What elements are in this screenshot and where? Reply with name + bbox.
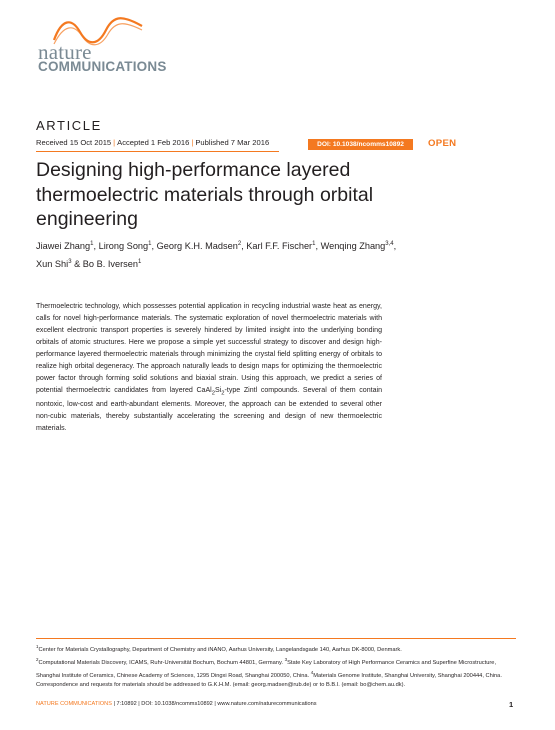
accepted-date: Accepted 1 Feb 2016 xyxy=(117,138,190,147)
affiliation-marker: 2 xyxy=(237,241,242,247)
abstract-text-part1: Thermoelectric technology, which possesses potential application in recycling industrial waste heat as energy, calls for novel high-performance materials. The systematic exploration of novel thermoelectric materials with excellent electronic transport properties is severely hindered by limited insight into the underlying bonding orbitals of atomic structures. Here we propose a simple yet successful strategy to discover and design high-performance layered thermoelectric materials through minimizing the crystal field splitting energy of orbitals to realize high orbital degeneracy. The approach naturally leads to design maps for optimizing the thermoelectric power factor through forming solid solutions and biaxial strain. Using this approach, we predict a series of potential thermoelectric candidates from layered xyxy=(36,303,382,394)
footnote-rule xyxy=(36,638,516,639)
published-date: Published 7 Mar 2016 xyxy=(195,138,270,147)
journal-logo xyxy=(36,12,176,72)
author-name: Xun Shi xyxy=(36,259,69,270)
affiliation-1: Center for Materials Crystallography, Department of Chemistry and iNANO, Aarhus University, Langelandsgade 140, Aarhus DK-8000, Denmark. xyxy=(38,646,402,653)
abstract-text-part2: -type Zintl compounds. Several of them contain nontoxic, low-cost and earth-abundant elements. Moreover, the approach can be extended to several other non-cubic materials, thereby substantially accelerating the screening and design of new thermoelectric materials. xyxy=(36,387,382,433)
author-name: Bo B. Iversen xyxy=(82,259,138,270)
article-title: Designing high-performance layered thermoelectric materials through orbital engineering xyxy=(36,159,374,230)
affiliation-marker: 1 xyxy=(312,241,316,247)
author-conjunction: & xyxy=(74,259,81,270)
page-footer xyxy=(36,701,317,707)
author-name: Jiawei Zhang xyxy=(36,241,91,252)
author-name: Wenqing Zhang xyxy=(320,241,386,252)
affiliation-marker: 3 xyxy=(68,259,72,266)
publication-dates: Received 15 Oct 2015 | Accepted 1 Feb 2016 | Published 7 Mar 2016 xyxy=(36,138,270,147)
author-list: Jiawei Zhang$^1$, Lirong Song$^1$, Georg K.H. Madsen$^2$, Karl F.F. Fischer$^1$, Wenqing Zhang$^{3,4}$, Xun Shi$^3$ & Bo B. Iversen$^1$ xyxy=(36,241,397,270)
affiliation-marker: 1 xyxy=(148,241,152,247)
author-name: Lirong Song xyxy=(98,241,149,252)
received-date: Received 15 Oct 2015 xyxy=(36,138,112,147)
affiliation-marker: 1 xyxy=(90,241,94,247)
affiliations-footnote: $^1$Center for Materials Crystallography, Department of Chemistry and iNANO, Aarhus University, Langelandsgade 140, Aarhus DK-8000, Denmark. $^2$Computational Materials Discovery, ICAMS, Ruhr-Universität Bochum, Bochum 44801, Germany. $^3$State Key Laboratory of High Performance Ceramics and Superfine Microstructure, Shanghai Institute of Ceramics, Chinese Academy of Sciences, 1295 Dingxi Road, Shanghai 200050, China. $^4$Materials Genome Institute, Shanghai University, Shanghai 200444, China. Correspondence and requests for materials should be addressed to G.K.H.M. (email: georg.madsen@rub.de) or to B.B.I. (email: bo@chem.au.dk). xyxy=(36,644,502,688)
author-name: Georg K.H. Madsen xyxy=(156,241,238,252)
doi-badge[interactable]: DOI: 10.1038/ncomms10892 xyxy=(308,139,413,150)
logo-word-communications: COMMUNICATIONS xyxy=(38,59,167,74)
meta-rule xyxy=(36,151,279,152)
affiliation-marker: 1 xyxy=(137,259,142,266)
page-number: 1 xyxy=(509,700,514,709)
abstract-paragraph xyxy=(36,301,382,435)
open-access-label: OPEN xyxy=(428,138,457,149)
footer-journal: NATURE COMMUNICATIONS xyxy=(36,701,112,707)
logo-word-nature: nature xyxy=(38,40,92,64)
affiliation-4-correspondence: Materials Genome Institute, Shanghai University, Shanghai 200444, China. Correspondence and requests for materials should be addressed to G.K.H.M. (email: georg.madsen@rub.de) or to B.B.I. (email: bo@chem.au.dk). xyxy=(36,672,502,688)
affiliation-marker: 3,4 xyxy=(385,241,394,247)
footer-citation: | 7:10892 | DOI: 10.1038/ncomms10892 | www.nature.com/naturecommunications xyxy=(111,701,317,707)
abstract xyxy=(36,301,382,435)
author-name: Karl F.F. Fischer xyxy=(246,241,313,252)
section-label: ARTICLE xyxy=(36,118,102,133)
affiliation-2: Computational Materials Discovery, ICAMS, Ruhr-Universität Bochum, Bochum 44801, Germany. xyxy=(38,659,283,666)
formula: $CaAl_2Si_2$ xyxy=(196,387,225,397)
affiliation-3: State Key Laboratory of High Performance Ceramics and Superfine Microstructure, Shanghai Institute of Ceramics, Chinese Academy of Sciences, 1295 Dingxi Road, Shanghai 200050, China. xyxy=(36,659,497,679)
